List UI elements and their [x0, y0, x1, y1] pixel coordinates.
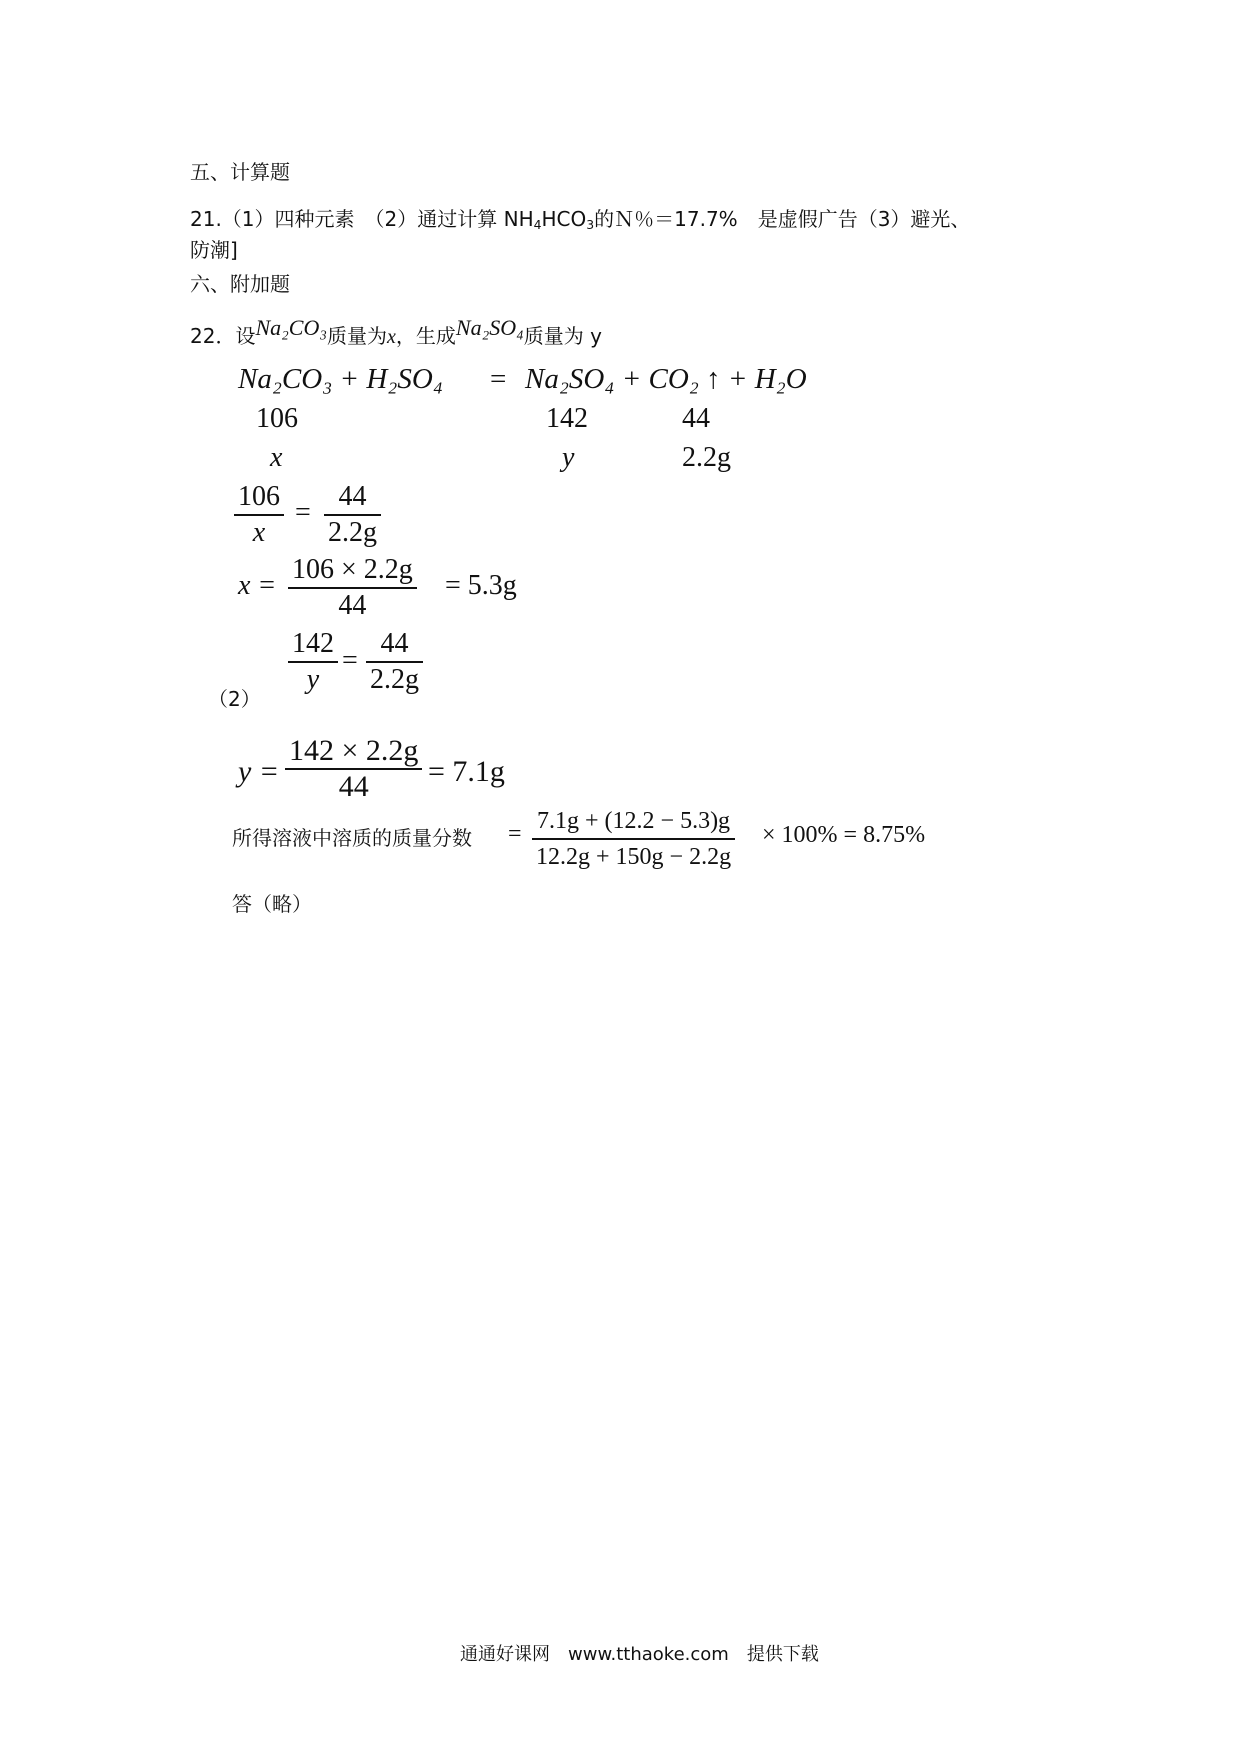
- section-heading-5: 五、计算题: [190, 160, 290, 184]
- q22-end: 质量为 y: [523, 324, 602, 348]
- q21-text-a: 21.（1）四种元素 （2）通过计算 NH: [190, 207, 534, 231]
- fraction-denominator: x: [252, 517, 266, 548]
- mass-fraction-label: 所得溶液中溶质的质量分数: [232, 826, 472, 850]
- x-equals: x =: [238, 570, 277, 601]
- q22-comma: ，生成: [395, 324, 456, 348]
- mass-fraction-result: × 100% = 8.75%: [762, 822, 926, 848]
- q21-text-c: 的Ｎ％＝17.7% 是虚假广告（3）避光、: [594, 207, 971, 231]
- unknown-x: x: [270, 442, 283, 473]
- molar-mass-142: 142: [546, 403, 588, 434]
- mass-fraction-equals: =: [508, 821, 522, 847]
- fraction-denominator: y: [306, 664, 320, 695]
- fraction-x-calc: [288, 553, 417, 623]
- y-result: = 7.1g: [428, 755, 505, 788]
- q21-line-1: [190, 203, 970, 232]
- fraction-y-calc: [285, 734, 422, 804]
- equals-sign: =: [342, 645, 358, 676]
- q22-var-x: x: [387, 326, 396, 348]
- equation-equals: =: [490, 363, 507, 395]
- mass-2-2g: 2.2g: [682, 442, 731, 473]
- answer-omitted: 答（略）: [232, 892, 312, 916]
- fraction-mass-fraction: [532, 804, 735, 874]
- fraction-denominator: 44: [338, 590, 367, 621]
- q22-na2so4: Na₂SO₄: [455, 315, 524, 340]
- fraction-denominator: 2.2g: [328, 517, 377, 548]
- q22-setup-line: [190, 315, 602, 349]
- fraction-denominator: 2.2g: [370, 664, 419, 695]
- footer-credit: 通通好课网 www.tthaoke.com 提供下载: [460, 1644, 819, 1665]
- fraction-44-over-2-2g: [324, 480, 381, 550]
- fraction-106-over-x: [234, 480, 284, 550]
- fraction-numerator: 7.1g + (12.2 − 5.3)g: [537, 808, 731, 834]
- q21-sub-a: 4: [533, 217, 542, 233]
- unknown-y: y: [562, 442, 575, 473]
- molar-mass-44: 44: [682, 403, 710, 434]
- section-heading-6: 六、附加题: [190, 272, 290, 296]
- x-result: = 5.3g: [445, 570, 517, 601]
- fraction-numerator: 44: [338, 481, 367, 512]
- equals-sign: =: [295, 497, 311, 528]
- q21-sub-b: 3: [586, 217, 595, 233]
- fraction-denominator: 12.2g + 150g − 2.2g: [536, 844, 732, 870]
- fraction-numerator: 106: [238, 481, 280, 512]
- y-equals: y =: [238, 755, 280, 788]
- q22-prefix: 22．设: [190, 324, 256, 348]
- fraction-44-over-2-2g-b: [366, 627, 423, 697]
- part-2-label: （2）: [208, 687, 261, 711]
- equation-rhs: Na₂SO₄ + CO₂ ↑ + H₂O: [525, 363, 807, 395]
- fraction-numerator: 142: [292, 628, 334, 659]
- fraction-numerator: 106 × 2.2g: [292, 554, 413, 585]
- molar-mass-106: 106: [256, 403, 298, 434]
- q21-text-b: HCO: [541, 207, 587, 231]
- q22-mid: 质量为: [327, 324, 387, 348]
- fraction-142-over-y: [288, 627, 338, 697]
- fraction-numerator: 142 × 2.2g: [289, 734, 419, 767]
- fraction-denominator: 44: [338, 770, 369, 803]
- equation-lhs: Na₂CO₃ + H₂SO₄: [238, 363, 443, 395]
- q22-na2co3: Na₂CO₃: [255, 315, 327, 340]
- fraction-numerator: 44: [380, 628, 409, 659]
- q21-line-2: 防潮]: [190, 238, 238, 262]
